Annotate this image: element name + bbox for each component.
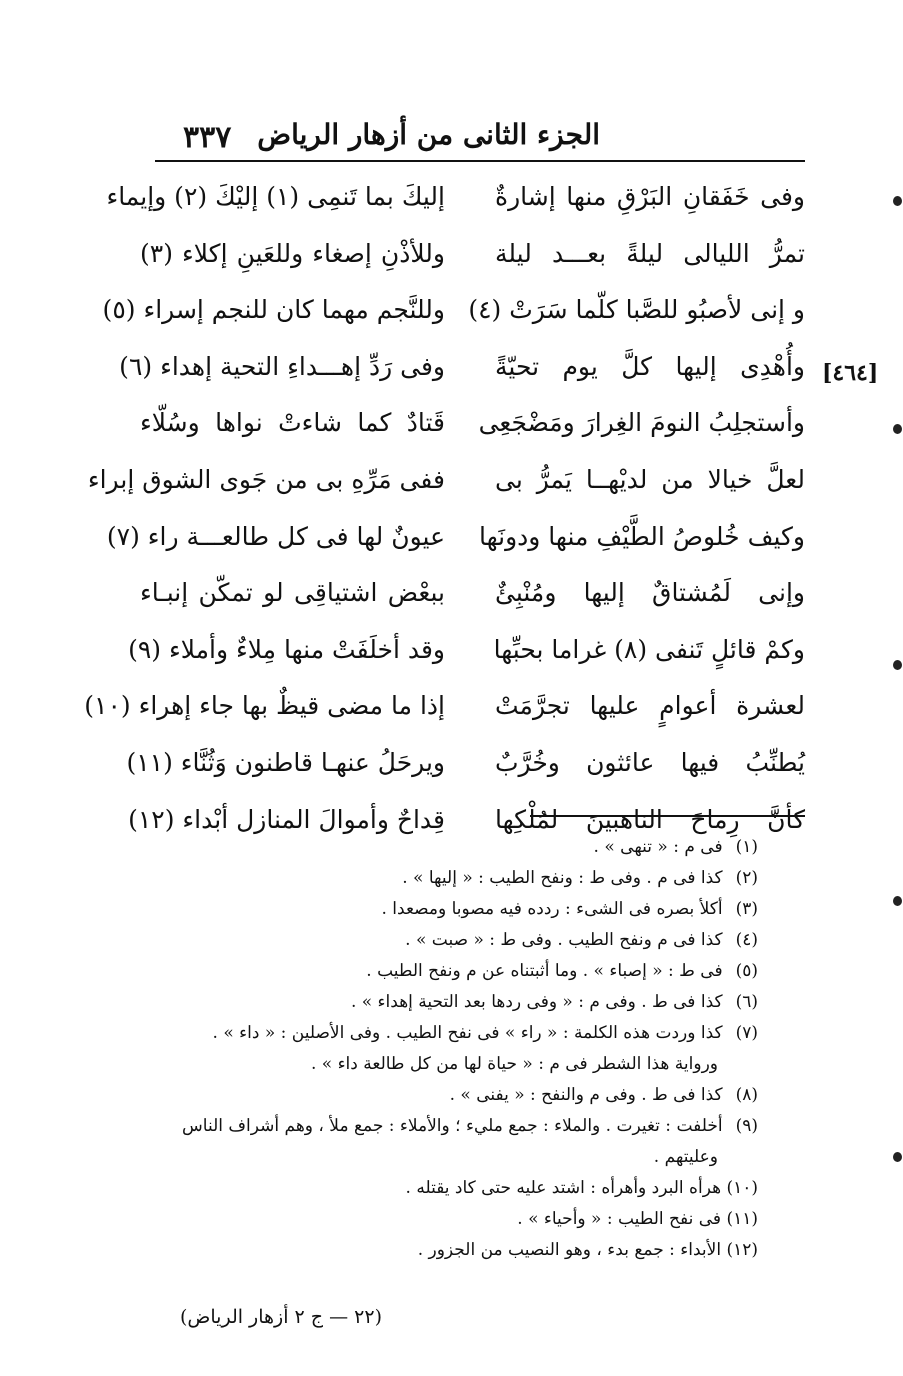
verse-first-hemistich: وكيف خُلوصُ الطَّيْفِ منها ودونَها — [478, 521, 805, 551]
verse-first-hemistich: وأستجلِبُ النومَ الغِرارَ ومَضْجَعِى — [478, 408, 805, 438]
poem — [84, 178, 805, 857]
footnote-number: (١١) — [726, 1209, 758, 1229]
margin-reference: [٤٦٤] — [822, 360, 879, 386]
verse-second-hemistich: وفى رَدِّ إهـــداءِ التحية إهداء (٦) — [119, 351, 445, 381]
footnote-continuation — [140, 1142, 758, 1173]
footnote-divider — [530, 815, 805, 817]
verse — [87, 461, 805, 518]
footnote-text: وعليتهم . — [653, 1147, 718, 1167]
footnote — [140, 1173, 758, 1204]
footnote-text: أكلأ بصره فى الشىء : ردده فيه مصوبا ومصعدا . — [381, 899, 723, 919]
verse — [140, 404, 805, 461]
verse — [84, 687, 805, 744]
footnote-number: (١٠) — [726, 1178, 758, 1198]
verse-second-hemistich: عيونٌ لها فى كل طالعـــة راء (٧) — [106, 521, 445, 551]
verse-first-hemistich: و إنى لأصبُو للصَّبا كلّما سَرَتْ (٤) — [468, 295, 805, 325]
margin-dot — [893, 196, 902, 206]
footnote — [140, 925, 758, 956]
verse-first-hemistich: وإنى لَمُشتاقٌ إليها ومُنْبِئٌ — [495, 578, 805, 608]
verse-second-hemistich: ففى مَرِّهِ بى من جَوى الشوق إبراء — [87, 464, 445, 494]
footnote — [140, 1235, 758, 1266]
footnote-text: فى م : « تنهى » . — [593, 837, 723, 857]
footnote — [140, 1111, 758, 1142]
verse-first-hemistich: يُطنِّبُ فيها عائثون وخُرَّبٌ — [495, 747, 805, 777]
verse — [106, 178, 805, 235]
verse-first-hemistich: لعشرة أعوامٍ عليها تجرَّمَتْ — [495, 691, 805, 721]
footnote-text: أخلفت : تغيرت . والملاء : جمع مليء ؛ والأملاء : جمع ملأ ، وهم أشراف الناس — [182, 1116, 723, 1136]
signature-mark: (٢٢ — ج ٢ أزهار الرياض) — [180, 1306, 382, 1328]
footnote-text: كذا وردت هذه الكلمة : « راء » فى نفح الطيب . وفى الأصلين : « داء » . — [212, 1023, 723, 1043]
verse — [140, 574, 805, 631]
footnote — [140, 987, 758, 1018]
footnote-text: ورواية هذا الشطر فى م : « حياة لها من كل طالعة داء » . — [310, 1054, 718, 1074]
footnote-text: هرأه البرد وأهرأه : اشتد عليه حتى كاد يقتله . — [405, 1178, 722, 1198]
verse-first-hemistich: وأُهْدِى إليها كلَّ يوم تحيّةً — [495, 351, 805, 381]
footnote-text: فى ط : « إصباء » . وما أثبتناه عن م ونفح الطيب . — [366, 961, 723, 981]
footnote-number: (٦) — [735, 992, 758, 1012]
verse — [106, 518, 805, 575]
verse-first-hemistich: وكمْ قائلٍ تَنفى (٨) غراما بحبِّها — [493, 634, 805, 664]
footnote-text: كذا فى ط . وفى م والنفح : « يفنى » . — [449, 1085, 723, 1105]
verse — [128, 631, 805, 688]
footnote-number: (١٢) — [726, 1240, 758, 1260]
verse-second-hemistich: ويرحَلُ عنهـا قاطنون وَثُنَّاء (١١) — [126, 747, 445, 777]
verse — [126, 744, 805, 801]
footnote-continuation — [140, 1049, 758, 1080]
footnote — [140, 894, 758, 925]
footnote-text: كذا فى ط . وفى م : « وفى ردها بعد التحية إهداء » . — [350, 992, 723, 1012]
footnotes — [140, 832, 758, 1266]
verse-first-hemistich: كأنَّ رِماحَ الناهبينَ لمُلْكِها — [495, 804, 805, 834]
footnote — [140, 832, 758, 863]
running-title: الجزء الثانى من أزهار الرياض — [257, 118, 600, 151]
footnote — [140, 1018, 758, 1049]
footnote-number: (٩) — [735, 1116, 758, 1136]
verse — [140, 235, 805, 292]
footnote — [140, 1080, 758, 1111]
footnote-number: (٨) — [735, 1085, 758, 1105]
footnote — [140, 956, 758, 987]
margin-dot — [893, 896, 902, 906]
margin-dot — [893, 660, 902, 670]
footnote-number: (٥) — [735, 961, 758, 981]
footnote-number: (٢) — [735, 868, 758, 888]
verse-second-hemistich: قَتادٌ كما شاءتْ نواها وسُلّاء — [140, 408, 445, 438]
footnote-number: (٧) — [735, 1023, 758, 1043]
margin-dot — [893, 1152, 902, 1162]
verse-second-hemistich: وقد أخلَفَتْ منها مِلاءٌ وأملاء (٩) — [128, 634, 445, 664]
footnote-text: كذا فى م . وفى ط : ونفح الطيب : « إليها » . — [402, 868, 723, 888]
footnote-number: (٣) — [735, 899, 758, 919]
footnote-text: الأبداء : جمع بدء ، وهو النصيب من الجزور . — [417, 1240, 722, 1260]
verse-second-hemistich: إليكَ بما تَنمِى (١) إليْكَ (٢) وإيماء — [106, 182, 445, 211]
verse-second-hemistich: وللأذْنِ إصغاء وللعَينِ إكلاء (٣) — [140, 238, 445, 268]
footnote-text: فى نفح الطيب : « وأحياء » . — [517, 1209, 722, 1229]
footnote-number: (١) — [735, 837, 758, 857]
verse-first-hemistich: تمرُّ الليالى ليلةً بعـــد ليلة — [495, 238, 805, 268]
verse — [102, 291, 805, 348]
footnote-number: (٤) — [735, 930, 758, 950]
margin-dot — [893, 424, 902, 434]
verse-second-hemistich: وللنَّجم مهما كان للنجم إسراء (٥) — [102, 295, 445, 325]
verse-second-hemistich: قِداحٌ وأموالَ المنازل أبْداء (١٢) — [128, 804, 445, 834]
page-header — [155, 118, 805, 162]
verse-second-hemistich: إذا ما مضى قيظٌ بها جاء إهراء (١٠) — [84, 691, 445, 721]
verse-second-hemistich: ببعْض اشتياقِى لو تمكّن إنبـاء — [140, 578, 445, 608]
verse-first-hemistich: لعلَّ خيالا من لديْهــا يَمرُّ بى — [495, 464, 805, 494]
footnote-text: كذا فى م ونفح الطيب . وفى ط : « صبت » . — [405, 930, 723, 950]
footnote — [140, 1204, 758, 1235]
verse-first-hemistich: وفى خَفَقانِ البَرْقِ منها إشارةٌ — [495, 182, 805, 211]
verse — [119, 348, 805, 405]
footnote — [140, 863, 758, 894]
page-number: ٣٣٧ — [183, 120, 232, 155]
